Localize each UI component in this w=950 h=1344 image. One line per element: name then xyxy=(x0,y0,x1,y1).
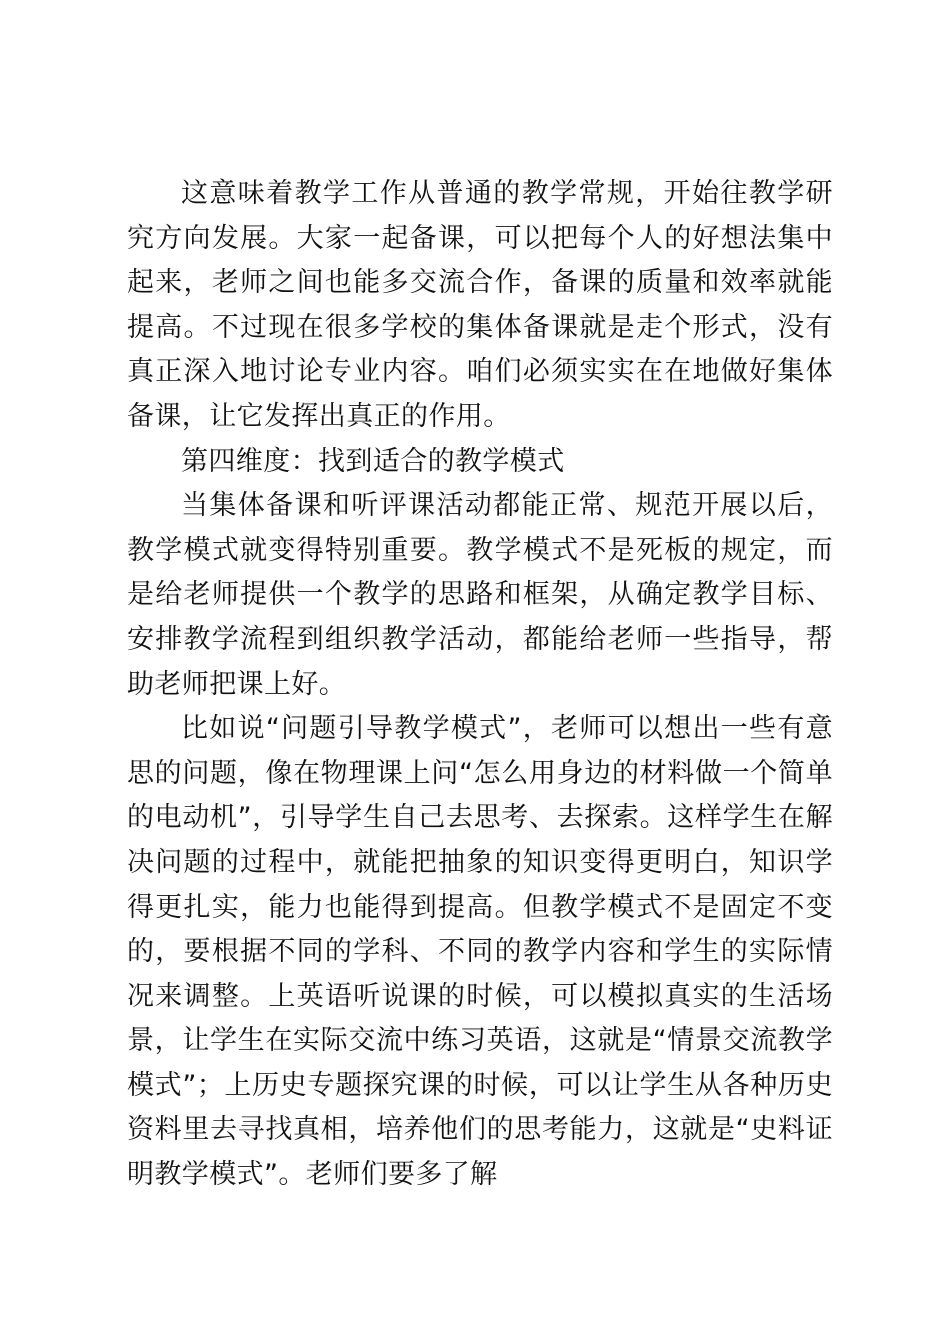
paragraph-collective-lesson-prep: 这意味着教学工作从普通的教学常规，开始往教学研究方向发展。大家一起备课，可以把每个人的好想法集中起来，老师之间也能多交流合作，备课的质量和效率就能提高。不过现在很多学校的集体备课就是走个形式，没有真正深入地讨论专业内容。咱们必须实实在在地做好集体备课，让它发挥出真正的作用。 xyxy=(127,178,833,432)
document-page xyxy=(127,172,833,1198)
section-heading-fourth-dimension: 第四维度：找到适合的教学模式 xyxy=(181,445,565,477)
paragraph-teaching-mode-examples: 比如说“问题引导教学模式”，老师可以想出一些有意思的问题，像在物理课上问“怎么用身边的材料做一个简单的电动机”，引导学生自己去思考、去探索。这样学生在解决问题的过程中，就能把抽象的知识变得更明白，知识学得更扎实，能力也能得到提高。但教学模式不是固定不变的，要根据不同的学科、不同的教学内容和学生的实际情况来调整。上英语听说课的时候，可以模拟真实的生活场景，让学生在实际交流中练习英语，这就是“情景交流教学模式”；上历史专题探究课的时候，可以让学生从各种历史资料里去寻找真相，培养他们的思考能力，这就是“史料证明教学模式”。老师们要多了解 xyxy=(127,713,833,1191)
paragraph-teaching-mode-importance: 当集体备课和听评课活动都能正常、规范开展以后，教学模式就变得特别重要。教学模式不是死板的规定，而是给老师提供一个教学的思路和框架，从确定教学目标、安排教学流程到组织教学活动，都能给老师一些指导，帮助老师把课上好。 xyxy=(127,490,833,700)
